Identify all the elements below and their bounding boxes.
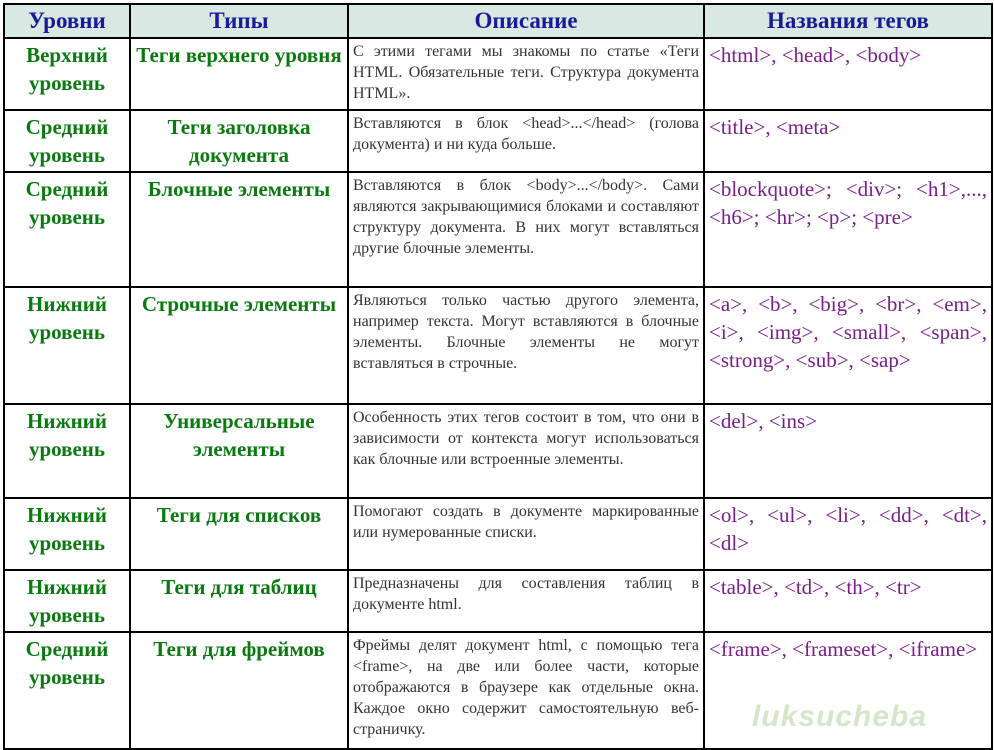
table-row	[4, 172, 992, 287]
level-cell: Нижний уровень	[4, 287, 130, 404]
tag-names-cell: <title>, <meta>	[704, 110, 992, 172]
type-cell: Теги верхнего уровня	[130, 38, 348, 110]
description-cell: Являються только частью другого элемента, например текста. Могут вставляются в блочные элементы. Блочные элементы не могут вставляться в строчные.	[348, 287, 704, 404]
table-row	[4, 38, 992, 110]
table-row	[4, 287, 992, 404]
table-row	[4, 498, 992, 570]
watermark: luksucheba	[752, 700, 928, 733]
type-cell: Блочные элементы	[130, 172, 348, 287]
tag-names-cell: <blockquote>; <div>; <h1>,...,<h6>; <hr>; <p>; <pre>	[704, 172, 992, 287]
type-cell: Теги для списков	[130, 498, 348, 570]
type-cell: Строчные элементы	[130, 287, 348, 404]
tag-names-cell: <del>, <ins>	[704, 404, 992, 498]
description-cell: Фреймы делят документ html, с помощью тега <frame>, на две или более части, которые отображаются в браузере как отдельные окна. Каждое окно содержит самостоятельную веб-страничку.	[348, 632, 704, 749]
header-description: Описание	[348, 4, 704, 38]
level-cell: Нижний уровень	[4, 570, 130, 632]
tag-names-cell: <table>, <td>, <th>, <tr>	[704, 570, 992, 632]
tag-names-cell: <html>, <head>, <body>	[704, 38, 992, 110]
type-cell: Теги для фреймов	[130, 632, 348, 749]
level-cell: Верхний уровень	[4, 38, 130, 110]
tag-names-cell: <frame>, <frameset>, <iframe>	[704, 632, 992, 749]
description-cell: Предназначены для составления таблиц в документе html.	[348, 570, 704, 632]
table-row	[4, 404, 992, 498]
level-cell: Нижний уровень	[4, 404, 130, 498]
table-row	[4, 110, 992, 172]
description-cell: Вставляются в блок <body>...</body>. Сами являются закрывающимися блоками и составляют структуру документа. В них могут вставляться другие блочные элементы.	[348, 172, 704, 287]
tag-names-cell: <ol>, <ul>, <li>, <dd>, <dt>, <dl>	[704, 498, 992, 570]
type-cell: Теги заголовка документа	[130, 110, 348, 172]
header-types: Типы	[130, 4, 348, 38]
level-cell: Средний уровень	[4, 172, 130, 287]
type-cell: Универсальные элементы	[130, 404, 348, 498]
level-cell: Средний уровень	[4, 110, 130, 172]
description-cell: С этими тегами мы знакомы по статье «Теги HTML. Обязательные теги. Структура документа HTML».	[348, 38, 704, 110]
level-cell: Нижний уровень	[4, 498, 130, 570]
type-cell: Теги для таблиц	[130, 570, 348, 632]
description-cell: Вставляются в блок <head>...</head> (голова документа) и ни куда больше.	[348, 110, 704, 172]
description-cell: Помогают создать в документе маркированные или нумерованные списки.	[348, 498, 704, 570]
level-cell: Средний уровень	[4, 632, 130, 749]
header-row	[4, 4, 992, 38]
html-tags-table	[3, 3, 993, 750]
header-tag-names: Названия тегов	[704, 4, 992, 38]
table-row	[4, 570, 992, 632]
tag-names-cell: <a>, <b>, <big>, <br>, <em>, <i>, <img>, <small>, <span>, <strong>, <sub>, <sap>	[704, 287, 992, 404]
header-levels: Уровни	[4, 4, 130, 38]
description-cell: Особенность этих тегов состоит в том, что они в зависимости от контекста могут использоваться как блочные или встроенные элементы.	[348, 404, 704, 498]
